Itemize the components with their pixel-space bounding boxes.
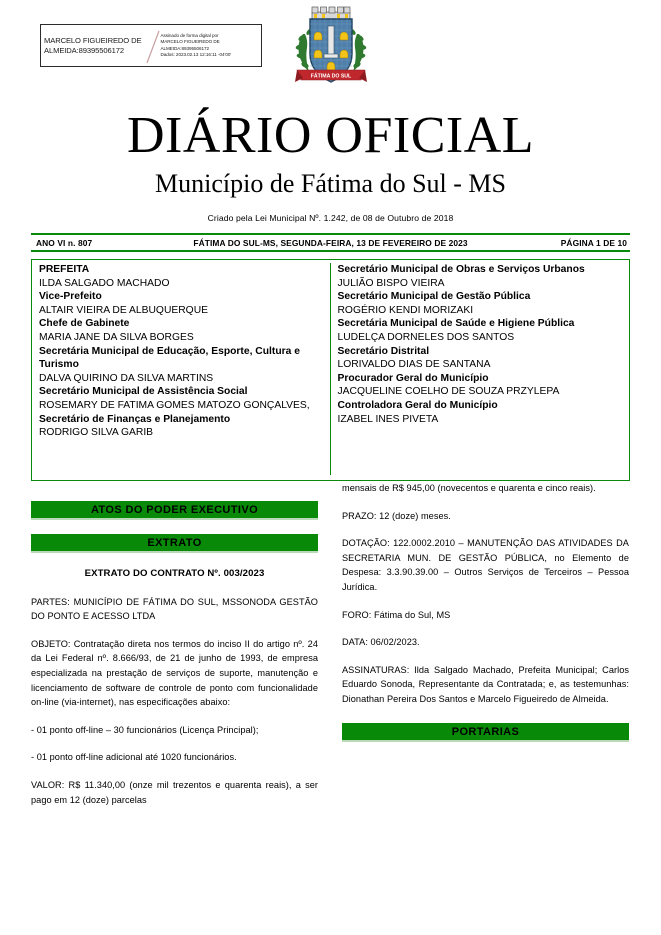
signature-detail-line-2: MARCELO FIGUEIREDO DE xyxy=(160,39,220,45)
section-banner-extrato: EXTRATO xyxy=(31,534,318,553)
official-role: Controladora Geral do Município xyxy=(337,399,498,411)
officials-box xyxy=(31,259,630,481)
signature-detail-line-1: Assinado de forma digital por xyxy=(160,32,219,38)
issue-info-bar xyxy=(31,233,630,252)
creation-law-text: Criado pela Lei Municipal Nº. 1.242, de 08 de Outubro de 2018 xyxy=(207,213,454,223)
official-role: Secretário Municipal de Gestão Pública xyxy=(337,291,531,303)
page-title: DIÁRIO OFICIAL xyxy=(126,107,535,164)
official-name: RODRIGO SILVA GARIB xyxy=(39,427,154,439)
official-role: Secretária Municipal de Saúde e Higiene Pública xyxy=(337,318,575,330)
signature-detail-line-3: ALMEIDA:89395506172 xyxy=(160,45,210,51)
extrato-article-right xyxy=(342,481,629,707)
official-name: ALTAIR VIEIRA DE ALBUQUERQUE xyxy=(39,304,208,316)
contract-valor: VALOR: R$ 11.340,00 (onze mil trezentos e quarenta reais), a ser pago em 12 (doze) parcelas xyxy=(31,779,318,805)
issue-year-number: ANO VI n. 807 xyxy=(36,237,93,248)
official-role: Secretário de Finanças e Planejamento xyxy=(39,413,231,425)
signature-stroke-icon xyxy=(145,29,161,65)
official-role: Procurador Geral do Município xyxy=(337,372,489,384)
officials-column-right xyxy=(331,263,630,475)
contract-item-1: - 01 ponto off-line – 30 funcionários (Licença Principal); xyxy=(31,724,259,735)
official-name: JULIÃO BISPO VIEIRA xyxy=(337,277,445,289)
official-role: PREFEITA xyxy=(39,264,90,275)
page-subtitle: Município de Fátima do Sul - MS xyxy=(155,169,506,198)
official-name: JACQUELINE COELHO DE SOUZA PRZYLEPA xyxy=(337,386,560,398)
signature-details xyxy=(160,33,258,59)
masthead xyxy=(31,108,630,224)
contract-item-2: - 01 ponto off-line adicional até 1020 funcionários. xyxy=(31,752,237,763)
official-name: DALVA QUIRINO DA SILVA MARTINS xyxy=(39,372,214,384)
contract-heading: EXTRATO DO CONTRATO Nº. 003/2023 xyxy=(84,568,265,579)
contract-objeto: OBJETO: Contratação direta nos termos do inciso II do artigo nº. 24 da Lei Federal nº. 8.666/93, de 21 de junho de 1993, de empresa especializada na prestação de serviços de suporte, manutenção e licenciamento de software de controle de ponto com funcionalidade on-line (via-internet), nas especificações abaixo: xyxy=(31,638,318,708)
contract-partes: PARTES: MUNICÍPIO DE FÁTIMA DO SUL, MSSONODA GESTÃO DO PONTO E ACESSO LTDA xyxy=(31,596,318,622)
section-banner-atos-do-poder-executivo: ATOS DO PODER EXECUTIVO xyxy=(31,501,318,520)
contract-valor-continuation: mensais de R$ 945,00 (novecentos e quarenta e cinco reais). xyxy=(342,483,596,493)
content-column-right xyxy=(342,481,629,820)
contract-data: DATA: 06/02/2023. xyxy=(342,637,420,648)
extrato-article-left xyxy=(31,553,318,807)
official-role: Secretário Municipal de Assistência Social xyxy=(39,386,248,398)
page-indicator: PÁGINA 1 DE 10 xyxy=(560,237,627,248)
issue-place-date: FÁTIMA DO SUL-MS, SEGUNDA-FEIRA, 13 DE FEVEREIRO DE 2023 xyxy=(193,237,468,248)
section-banner-portarias: PORTARIAS xyxy=(342,723,629,742)
official-name: MARIA JANE DA SILVA BORGES xyxy=(39,331,194,343)
content-columns xyxy=(31,481,630,820)
official-role: Secretária Municipal de Educação, Esporte, Cultura e Turismo xyxy=(39,345,300,371)
contract-assinaturas: ASSINATURAS: Ilda Salgado Machado, Prefeita Municipal; Carlos Eduardo Sonoda, Representante da Contratada; e, as testemunhas: Dionathan Pereira Dos Santos e Marcelo Figueiredo de Almeida. xyxy=(342,664,629,704)
officials-column-left xyxy=(32,263,331,475)
contract-foro: FORO: Fátima do Sul, MS xyxy=(342,609,451,620)
official-role: Vice-Prefeito xyxy=(39,291,102,303)
emblem-ribbon-text: FÁTIMA DO SUL xyxy=(310,73,351,80)
official-role: Secretário Distrital xyxy=(337,345,430,357)
official-name: LUDELÇA DORNELES DOS SANTOS xyxy=(337,331,515,343)
contract-dotacao: DOTAÇÃO: 122.0002.2010 – MANUTENÇÃO DAS ATIVIDADES DA SECRETARIA MUN. DE GESTÃO PÚBLICA, no Elemento de Despesa: 3.3.90.39.00 – Outros Serviços de Terceiros – Pessoa Jurídica. xyxy=(342,538,629,592)
coat-of-arms-icon xyxy=(293,4,369,96)
official-name: ROGÉRIO KENDI MORIZAKI xyxy=(337,304,474,316)
digital-signature-box xyxy=(40,24,262,67)
official-name: ILDA SALGADO MACHADO xyxy=(39,277,170,289)
official-name: ROSEMARY DE FATIMA GOMES MATOZO GONÇALVES, xyxy=(39,399,310,411)
official-name: LORIVALDO DIAS DE SANTANA xyxy=(337,359,491,371)
header-top-row xyxy=(31,0,630,108)
signature-name: MARCELO FIGUEIREDO DE ALMEIDA:89395506172 xyxy=(44,35,142,55)
official-role: Secretário Municipal de Obras e Serviços Urbanos xyxy=(337,264,585,275)
signature-detail-line-4: Dados: 2023.02.13 12:16:11 -04'00' xyxy=(160,51,232,57)
official-name: IZABEL INES PIVETA xyxy=(337,413,439,425)
contract-prazo: PRAZO: 12 (doze) meses. xyxy=(342,510,451,521)
content-column-left xyxy=(31,481,318,820)
official-role: Chefe de Gabinete xyxy=(39,318,130,330)
